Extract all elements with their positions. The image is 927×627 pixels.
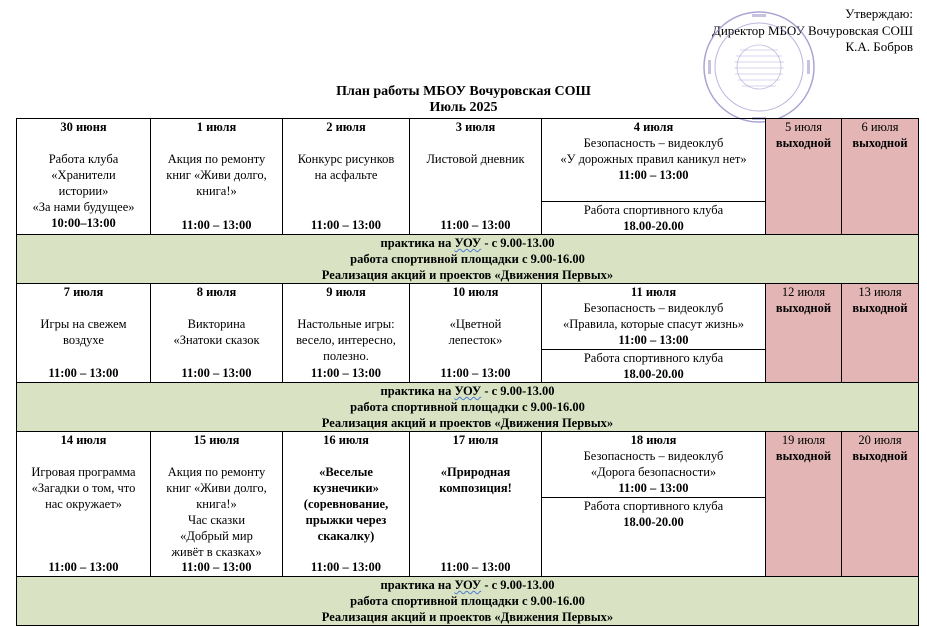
practice-line-1: практика на УОУ - с 9.00-13.00 [380,384,555,398]
weekend-label: выходной [852,301,908,315]
event-text: Час сказки [187,513,246,527]
day-date: 8 июля [196,285,237,299]
event-text: полезно. [323,349,369,363]
event-text: Безопасность – видеоклуб [583,301,724,315]
event-text: кузнечики» [313,481,379,495]
day-date: 3 июля [455,120,496,134]
club-time: 18.00-20.00 [623,219,684,233]
event-time: 11:00 – 13:00 [181,560,252,574]
event-time: 10:00–13:00 [51,216,116,230]
club-text: Работа спортивного клуба [583,499,724,513]
event-text: живёт в сказках» [171,545,262,559]
practice-line-3: Реализация акций и проектов «Движения Первых» [321,268,614,282]
day-date: 14 июля [60,433,107,447]
event-text: «Природная [440,465,511,479]
weekend-label: выходной [852,136,908,150]
approval-line-1: Утверждаю: [845,6,913,21]
approval-line-3: К.А. Бобров [845,39,913,54]
event-text: скакалку) [317,529,375,543]
event-text: нас окружает» [45,497,122,511]
event-time: 11:00 – 13:00 [440,366,511,380]
practice-line-1: практика на УОУ - с 9.00-13.00 [380,578,555,592]
event-time: 11:00 – 13:00 [181,218,252,232]
event-time: 11:00 – 13:00 [48,366,119,380]
day-date: 17 июля [452,433,499,447]
club-text: Работа спортивного клуба [583,203,724,217]
event-text: «Добрый мир [180,529,253,543]
day-cell [151,119,283,235]
day-cell [283,119,410,235]
event-time: 11:00 – 13:00 [181,366,252,380]
week-row [17,432,919,577]
day-cell [283,284,410,383]
practice-row [17,383,919,432]
weekend-cell [842,432,919,577]
event-text: лепесток» [448,333,503,347]
event-text: истории» [58,184,109,198]
event-text: Листовой дневник [426,152,525,166]
event-time: 11:00 – 13:00 [618,481,689,495]
event-text: Безопасность – видеоклуб [583,136,724,150]
day-date: 9 июля [326,285,366,299]
event-time: 11:00 – 13:00 [310,218,382,232]
practice-cell [17,383,919,432]
club-time: 18.00-20.00 [623,367,684,381]
event-text: Конкурс рисунков [297,152,395,166]
weekend-cell [842,284,919,383]
event-time: 11:00 – 13:00 [48,560,119,574]
event-text: (соревнование, [303,497,389,511]
event-text: прыжки через [305,513,387,527]
day-cell [410,432,542,577]
day-date: 7 июля [63,285,104,299]
weekend-label: выходной [775,449,832,463]
page-title: План работы МБОУ Вочуровская СОШ [336,84,591,99]
event-text: книга!» [196,497,237,511]
day-date: 16 июля [323,433,369,447]
event-time: 11:00 – 13:00 [618,168,689,182]
day-date: 10 июля [452,285,499,299]
practice-line-3: Реализация акций и проектов «Движения Первых» [321,416,614,430]
event-text: Викторина [187,317,246,331]
event-text: Акция по ремонту [167,152,266,166]
weekend-date: 12 июля [781,285,826,299]
event-text: «Хранители [51,168,116,182]
event-time: 11:00 – 13:00 [440,560,511,574]
weekend-label: выходной [775,136,832,150]
day-cell [151,284,283,383]
event-text: «За нами будущее» [32,200,135,214]
day-cell [410,119,542,235]
practice-line-2: работа спортивной площадки с 9.00-16.00 [350,594,585,608]
event-text: Работа клуба [48,152,119,166]
day-date: 15 июля [193,433,240,447]
event-text: воздухе [63,333,104,347]
practice-row [17,235,919,284]
event-time: 11:00 – 13:00 [618,333,689,347]
practice-line-1: практика на УОУ - с 9.00-13.00 [380,236,555,250]
weekend-cell [766,119,842,235]
event-text: книг «Живи долго, [166,168,267,182]
day-cell [283,432,410,577]
event-text: «Дорога безопасности» [590,465,717,479]
day-date: 1 июля [196,120,237,134]
day-date: 2 июля [326,120,366,134]
weekend-cell [842,119,919,235]
event-text: весело, интересно, [296,333,396,347]
event-text: на асфальте [314,168,378,182]
club-text: Работа спортивного клуба [583,351,724,365]
practice-cell [17,577,919,626]
friday-cell [542,284,766,383]
friday-cell [542,119,766,235]
weekend-cell [766,432,842,577]
event-text: «Знатоки сказок [173,333,260,347]
week-row [17,284,919,383]
weekend-date: 13 июля [858,285,902,299]
event-text: «Правила, которые спасут жизнь» [562,317,744,331]
weekend-cell [766,284,842,383]
weekend-date: 20 июля [858,433,902,447]
weekend-date: 19 июля [781,433,826,447]
day-date: 11 июля [630,285,677,299]
day-date: 18 июля [630,433,677,447]
friday-cell [542,432,766,577]
day-date: 4 июля [633,120,674,134]
event-text: Настольные игры: [297,317,395,331]
event-text: композиция! [439,481,512,495]
event-text: книг «Живи долго, [166,481,267,495]
day-cell [17,119,151,235]
event-text: Игровая программа [31,465,136,479]
schedule-table [16,118,919,626]
event-time: 11:00 – 13:00 [440,218,511,232]
day-date: 30 июня [60,120,107,134]
event-time: 11:00 – 13:00 [310,366,382,380]
approval-line-2: Директор МБОУ Вочуровская СОШ [711,22,913,38]
day-cell [17,284,151,383]
weekend-date: 5 июля [784,120,823,134]
club-time: 18.00-20.00 [623,515,684,529]
practice-line-2: работа спортивной площадки с 9.00-16.00 [350,400,585,414]
practice-line-3: Реализация акций и проектов «Движения Первых» [321,610,614,624]
day-cell [410,284,542,383]
page-subtitle: Июль 2025 [429,100,498,115]
event-text: Игры на свежем [40,317,127,331]
weekend-date: 6 июля [861,120,899,134]
event-text: «Цветной [449,317,502,331]
event-text: Безопасность – видеоклуб [583,449,724,463]
event-text: «Веселые [319,465,373,479]
week-row [17,119,919,235]
weekend-label: выходной [775,301,832,315]
event-time: 11:00 – 13:00 [310,560,382,574]
practice-line-2: работа спортивной площадки с 9.00-16.00 [350,252,585,266]
practice-cell [17,235,919,284]
day-cell [151,432,283,577]
event-text: книга!» [196,184,237,198]
day-cell [17,432,151,577]
weekend-label: выходной [852,449,908,463]
event-text: Акция по ремонту [167,465,266,479]
event-text: «Загадки о том, что [31,481,136,495]
event-text: «У дорожных правил каникул нет» [560,152,747,166]
practice-row [17,577,919,626]
